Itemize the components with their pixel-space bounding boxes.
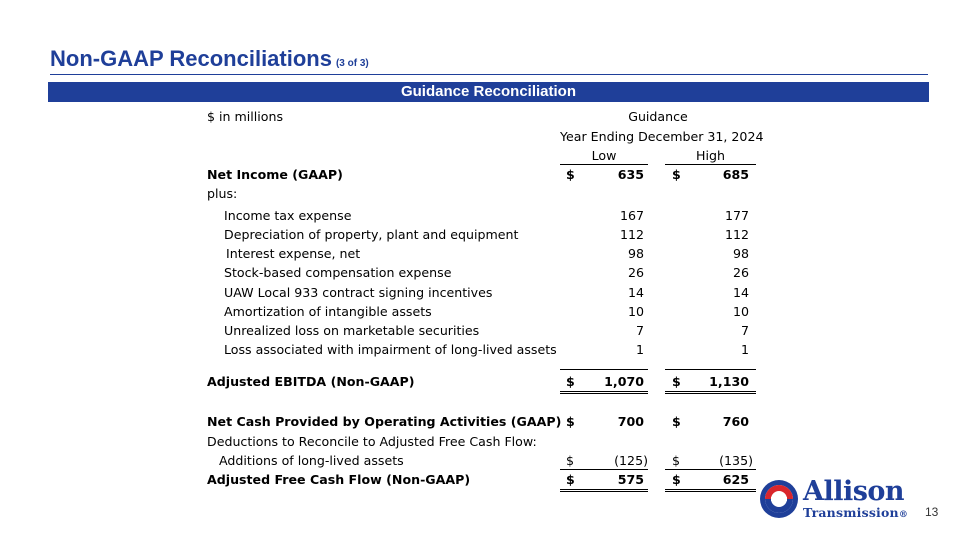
- adj-ebitda-label: Adjusted EBITDA (Non-GAAP): [207, 374, 415, 389]
- subtotal-line-high: [665, 369, 756, 370]
- net-income-label: Net Income (GAAP): [207, 167, 343, 182]
- col-high-header: High: [696, 148, 725, 163]
- addback-low: 26: [627, 265, 644, 280]
- currency-symbol: $: [672, 167, 681, 182]
- deductions-label: Deductions to Reconcile to Adjusted Free Cash Flow:: [207, 434, 537, 449]
- addback-label: Depreciation of property, plant and equipment: [224, 227, 519, 242]
- total-underline-low: [560, 391, 648, 392]
- addback-label: Unrealized loss on marketable securities: [224, 323, 480, 338]
- addback-high: 7: [740, 323, 749, 338]
- high-header-underline: [665, 164, 756, 165]
- op-cash-high: 760: [722, 414, 749, 429]
- addback-high: 14: [732, 285, 749, 300]
- addback-high: 98: [732, 246, 749, 261]
- op-cash-low: 700: [617, 414, 644, 429]
- fcf-underline-low: [560, 489, 648, 490]
- currency-symbol: $: [566, 374, 575, 389]
- total-double-underline-high: [665, 393, 756, 394]
- page-number: 13: [925, 505, 939, 519]
- allison-logo-icon: [758, 478, 800, 524]
- page-title: Non-GAAP Reconciliations (3 of 3): [50, 46, 369, 71]
- adj-ebitda-high: 1,130: [709, 374, 749, 389]
- additions-low: (125): [614, 453, 648, 468]
- currency-symbol: $: [672, 374, 681, 389]
- adj-fcf-high: 625: [722, 472, 749, 487]
- addback-low: 1: [635, 342, 644, 357]
- addback-high: 10: [732, 304, 749, 319]
- addback-high: 1: [740, 342, 749, 357]
- brand-name: Allison: [803, 476, 905, 507]
- addback-label: Stock-based compensation expense: [224, 265, 452, 280]
- addback-low: 14: [627, 285, 644, 300]
- addback-low: 98: [627, 246, 644, 261]
- op-cash-label: Net Cash Provided by Operating Activities (GAAP): [207, 414, 562, 429]
- addback-low: 167: [619, 208, 644, 223]
- currency-symbol: $: [566, 472, 575, 487]
- addback-label: Loss associated with impairment of long-lived assets: [224, 342, 557, 357]
- additions-label: Additions of long-lived assets: [219, 453, 404, 468]
- net-income-high: 685: [722, 167, 749, 182]
- currency-symbol: $: [672, 472, 681, 487]
- fcf-underline-high: [665, 489, 756, 490]
- net-income-low: 635: [617, 167, 644, 182]
- total-double-underline-low: [560, 393, 648, 394]
- period-header: Year Ending December 31, 2024: [560, 129, 764, 144]
- adj-fcf-low: 575: [617, 472, 644, 487]
- addback-high: 177: [724, 208, 749, 223]
- units-label: $ in millions: [207, 109, 284, 124]
- plus-label: plus:: [207, 186, 238, 201]
- addback-label: Income tax expense: [224, 208, 352, 223]
- fcf-subtotal-line-low: [560, 469, 648, 470]
- low-header-underline: [560, 164, 648, 165]
- adj-ebitda-low: 1,070: [604, 374, 644, 389]
- fcf-double-underline-high: [665, 491, 756, 492]
- addback-high: 26: [732, 265, 749, 280]
- col-low-header: Low: [591, 148, 617, 163]
- fcf-double-underline-low: [560, 491, 648, 492]
- addback-low: 10: [627, 304, 644, 319]
- addback-low: 7: [635, 323, 644, 338]
- guidance-header: Guidance: [628, 109, 688, 124]
- fcf-subtotal-line-high: [665, 469, 756, 470]
- total-underline-high: [665, 391, 756, 392]
- page-subtitle: (3 of 3): [335, 58, 369, 69]
- additions-high: (135): [719, 453, 753, 468]
- currency-symbol: $: [566, 414, 575, 429]
- currency-symbol: $: [566, 167, 575, 182]
- subtotal-line-low: [560, 369, 648, 370]
- addback-label: Interest expense, net: [226, 246, 361, 261]
- addback-high: 112: [724, 227, 749, 242]
- addback-low: 112: [619, 227, 644, 242]
- title-divider: [50, 74, 928, 75]
- addback-label: Amortization of intangible assets: [224, 304, 432, 319]
- section-banner: Guidance Reconciliation: [48, 82, 929, 102]
- addback-label: UAW Local 933 contract signing incentives: [224, 285, 493, 300]
- currency-symbol: $: [566, 453, 575, 468]
- brand-subname: Transmission®: [803, 505, 909, 520]
- currency-symbol: $: [672, 414, 681, 429]
- adj-fcf-label: Adjusted Free Cash Flow (Non-GAAP): [207, 472, 471, 487]
- currency-symbol: $: [672, 453, 681, 468]
